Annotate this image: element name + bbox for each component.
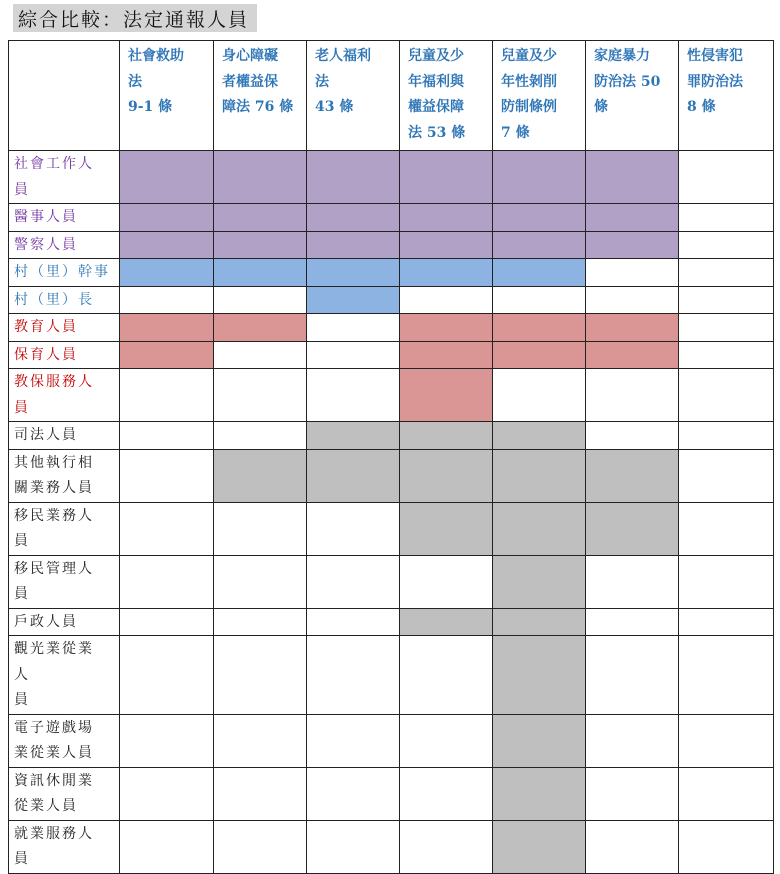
applicable-cell-red xyxy=(586,314,679,342)
empty-cell xyxy=(679,286,774,314)
applicable-cell-purple xyxy=(493,204,586,232)
empty-cell xyxy=(400,636,493,715)
row-label-line: 員 xyxy=(14,399,30,416)
applicable-cell-gray xyxy=(400,502,493,555)
row-label xyxy=(9,767,120,820)
applicable-cell-gray xyxy=(586,449,679,502)
applicable-cell-gray xyxy=(493,502,586,555)
empty-cell xyxy=(586,820,679,873)
table-row xyxy=(9,341,774,369)
empty-cell xyxy=(586,259,679,287)
empty-cell xyxy=(679,422,774,450)
empty-cell xyxy=(493,286,586,314)
empty-cell xyxy=(307,502,400,555)
empty-cell xyxy=(493,369,586,422)
row-label-line: 就業服務人 xyxy=(14,825,94,842)
table-row xyxy=(9,231,774,259)
column-header-line: 權益保障 xyxy=(408,99,464,115)
applicable-cell-gray xyxy=(493,636,586,715)
applicable-cell-purple xyxy=(307,204,400,232)
applicable-cell-red xyxy=(400,369,493,422)
row-label xyxy=(9,422,120,450)
applicable-cell-purple xyxy=(400,204,493,232)
empty-cell xyxy=(307,314,400,342)
column-header-line: 性侵害犯 xyxy=(687,48,743,64)
applicable-cell-gray xyxy=(586,502,679,555)
applicable-cell-gray xyxy=(400,449,493,502)
applicable-cell-gray xyxy=(214,449,307,502)
row-label-line: 員 xyxy=(14,692,30,708)
row-label-line: 關業務人員 xyxy=(14,480,94,496)
empty-cell xyxy=(214,767,307,820)
empty-cell xyxy=(120,608,214,636)
empty-cell xyxy=(400,820,493,873)
column-header xyxy=(679,41,774,151)
column-header-line: 43 條 xyxy=(315,99,354,115)
empty-cell xyxy=(120,820,214,873)
comparison-table xyxy=(8,40,774,874)
applicable-cell-gray xyxy=(493,422,586,450)
empty-cell xyxy=(214,714,307,767)
applicable-cell-purple xyxy=(307,151,400,204)
row-label-line: 移民業務人 xyxy=(14,507,94,524)
row-label xyxy=(9,555,120,608)
empty-cell xyxy=(679,314,774,342)
empty-cell xyxy=(307,714,400,767)
empty-cell xyxy=(679,449,774,502)
empty-cell xyxy=(679,608,774,636)
empty-cell xyxy=(586,767,679,820)
row-label-line: 業從業人員 xyxy=(14,745,94,761)
empty-cell xyxy=(214,369,307,422)
applicable-cell-gray xyxy=(307,422,400,450)
applicable-cell-gray xyxy=(493,820,586,873)
empty-cell xyxy=(307,636,400,715)
applicable-cell-blue xyxy=(214,259,307,287)
row-label-line: 人 xyxy=(14,666,30,683)
applicable-cell-blue xyxy=(307,286,400,314)
empty-cell xyxy=(214,341,307,369)
row-label-line: 社會工作人 xyxy=(14,156,94,172)
applicable-cell-gray xyxy=(493,555,586,608)
applicable-cell-red xyxy=(120,341,214,369)
empty-cell xyxy=(120,369,214,422)
applicable-cell-red xyxy=(586,341,679,369)
column-header-line: 身心障礙 xyxy=(222,48,278,64)
table-row xyxy=(9,151,774,204)
applicable-cell-purple xyxy=(586,151,679,204)
applicable-cell-purple xyxy=(586,204,679,232)
column-header-line: 防治法 50 xyxy=(594,73,661,90)
column-header xyxy=(400,41,493,151)
applicable-cell-purple xyxy=(493,231,586,259)
applicable-cell-gray xyxy=(400,608,493,636)
column-header-line: 兒童及少 xyxy=(501,48,557,64)
row-label-line: 警察人員 xyxy=(14,236,78,253)
applicable-cell-red xyxy=(120,314,214,342)
table-row xyxy=(9,286,774,314)
table-row xyxy=(9,714,774,767)
applicable-cell-blue xyxy=(493,259,586,287)
column-header xyxy=(586,41,679,151)
table-row xyxy=(9,767,774,820)
empty-cell xyxy=(586,636,679,715)
column-header xyxy=(493,41,586,151)
row-label xyxy=(9,608,120,636)
empty-cell xyxy=(307,341,400,369)
column-header-line: 條 xyxy=(594,99,608,115)
empty-cell xyxy=(120,502,214,555)
row-label-line: 戶政人員 xyxy=(14,613,78,630)
row-label xyxy=(9,314,120,342)
empty-cell xyxy=(586,714,679,767)
column-header-line: 8 條 xyxy=(687,99,716,115)
row-label xyxy=(9,714,120,767)
row-label xyxy=(9,204,120,232)
empty-cell xyxy=(214,608,307,636)
column-header-line: 老人福利 xyxy=(315,48,371,64)
applicable-cell-purple xyxy=(493,151,586,204)
row-label xyxy=(9,449,120,502)
empty-cell xyxy=(679,555,774,608)
column-header-line: 年性剝削 xyxy=(501,73,557,90)
empty-cell xyxy=(307,608,400,636)
row-label xyxy=(9,502,120,555)
row-label-line: 員 xyxy=(14,533,30,549)
row-label xyxy=(9,151,120,204)
empty-cell xyxy=(120,286,214,314)
row-label xyxy=(9,231,120,259)
row-label xyxy=(9,636,120,715)
empty-cell xyxy=(307,767,400,820)
header-row xyxy=(9,41,774,151)
empty-cell xyxy=(679,341,774,369)
empty-cell xyxy=(120,767,214,820)
empty-cell xyxy=(586,608,679,636)
empty-cell xyxy=(400,555,493,608)
title-box xyxy=(13,4,257,32)
empty-cell xyxy=(400,286,493,314)
applicable-cell-purple xyxy=(400,231,493,259)
empty-cell xyxy=(120,555,214,608)
row-label-line: 移民管理人 xyxy=(14,560,94,577)
empty-cell xyxy=(679,369,774,422)
applicable-cell-red xyxy=(214,314,307,342)
row-label xyxy=(9,341,120,369)
empty-cell xyxy=(679,151,774,204)
applicable-cell-purple xyxy=(214,231,307,259)
table-row xyxy=(9,608,774,636)
empty-cell xyxy=(214,422,307,450)
applicable-cell-gray xyxy=(307,449,400,502)
empty-cell xyxy=(679,259,774,287)
page-title: 綜合比較：法定通報人員 xyxy=(18,8,250,31)
empty-cell xyxy=(214,636,307,715)
applicable-cell-red xyxy=(493,314,586,342)
table-row xyxy=(9,204,774,232)
row-label xyxy=(9,369,120,422)
applicable-cell-purple xyxy=(120,231,214,259)
applicable-cell-blue xyxy=(400,259,493,287)
applicable-cell-gray xyxy=(493,714,586,767)
table-row xyxy=(9,555,774,608)
empty-cell xyxy=(679,820,774,873)
row-label-line: 村（里）幹事 xyxy=(14,264,110,280)
applicable-cell-red xyxy=(400,314,493,342)
row-label-line: 觀光業從業 xyxy=(14,641,94,657)
row-label-line: 教育人員 xyxy=(14,319,78,335)
empty-cell xyxy=(214,555,307,608)
empty-cell xyxy=(120,636,214,715)
applicable-cell-blue xyxy=(120,259,214,287)
row-label-line: 其他執行相 xyxy=(14,454,94,471)
applicable-cell-purple xyxy=(400,151,493,204)
applicable-cell-gray xyxy=(493,767,586,820)
empty-cell xyxy=(679,714,774,767)
applicable-cell-gray xyxy=(493,608,586,636)
table-body xyxy=(9,151,774,874)
column-header-line: 年福利與 xyxy=(408,73,464,90)
column-header-line: 罪防治法 xyxy=(687,73,743,90)
column-header xyxy=(307,41,400,151)
column-header-line: 兒童及少 xyxy=(408,48,464,64)
column-header-line: 者權益保 xyxy=(222,73,278,90)
empty-cell xyxy=(400,767,493,820)
column-header-line: 社會救助 xyxy=(128,48,184,64)
column-header-line: 法 xyxy=(128,73,142,90)
column-header-line: 障法 76 條 xyxy=(222,99,294,115)
empty-cell xyxy=(586,422,679,450)
empty-cell xyxy=(214,820,307,873)
empty-cell xyxy=(400,714,493,767)
empty-cell xyxy=(679,204,774,232)
row-label-line: 員 xyxy=(14,181,30,198)
row-label-line: 保育人員 xyxy=(14,346,78,363)
table-row xyxy=(9,502,774,555)
applicable-cell-purple xyxy=(586,231,679,259)
column-header-line: 7 條 xyxy=(501,124,530,141)
applicable-cell-purple xyxy=(120,204,214,232)
empty-cell xyxy=(214,286,307,314)
table-row xyxy=(9,422,774,450)
row-label-line: 電子遊戲場 xyxy=(14,719,94,736)
table-row xyxy=(9,636,774,715)
empty-cell xyxy=(307,369,400,422)
applicable-cell-red xyxy=(400,341,493,369)
empty-cell xyxy=(120,449,214,502)
row-label xyxy=(9,820,120,873)
table-row xyxy=(9,820,774,873)
row-label-line: 醫事人員 xyxy=(14,209,78,225)
empty-cell xyxy=(679,231,774,259)
column-header-line: 家庭暴力 xyxy=(594,48,650,64)
empty-cell xyxy=(120,422,214,450)
column-header-line: 法 53 條 xyxy=(408,124,466,141)
empty-cell xyxy=(120,714,214,767)
applicable-cell-gray xyxy=(400,422,493,450)
applicable-cell-purple xyxy=(214,204,307,232)
table-row xyxy=(9,449,774,502)
empty-cell xyxy=(307,820,400,873)
applicable-cell-red xyxy=(493,341,586,369)
row-label-line: 從業人員 xyxy=(14,798,78,814)
empty-cell xyxy=(679,767,774,820)
empty-cell xyxy=(586,286,679,314)
table-row xyxy=(9,314,774,342)
applicable-cell-purple xyxy=(307,231,400,259)
applicable-cell-blue xyxy=(307,259,400,287)
column-header-line: 9-1 條 xyxy=(128,99,173,115)
column-header-line: 防制條例 xyxy=(501,99,557,115)
column-header xyxy=(120,41,214,151)
applicable-cell-purple xyxy=(120,151,214,204)
row-label xyxy=(9,259,120,287)
empty-cell xyxy=(307,555,400,608)
table-row xyxy=(9,369,774,422)
row-label-line: 教保服務人 xyxy=(14,374,94,390)
empty-cell xyxy=(214,502,307,555)
empty-cell xyxy=(586,555,679,608)
applicable-cell-purple xyxy=(214,151,307,204)
row-label-line: 資訊休閒業 xyxy=(14,772,94,789)
column-header-line: 法 xyxy=(315,73,329,90)
empty-cell xyxy=(679,636,774,715)
applicable-cell-gray xyxy=(493,449,586,502)
row-label xyxy=(9,286,120,314)
empty-cell xyxy=(679,502,774,555)
column-header xyxy=(214,41,307,151)
corner-cell xyxy=(9,41,120,151)
row-label-line: 員 xyxy=(14,586,30,602)
row-label-line: 村（里）長 xyxy=(14,291,94,308)
row-label-line: 員 xyxy=(14,851,30,867)
table-row xyxy=(9,259,774,287)
empty-cell xyxy=(586,369,679,422)
row-label-line: 司法人員 xyxy=(14,427,78,443)
